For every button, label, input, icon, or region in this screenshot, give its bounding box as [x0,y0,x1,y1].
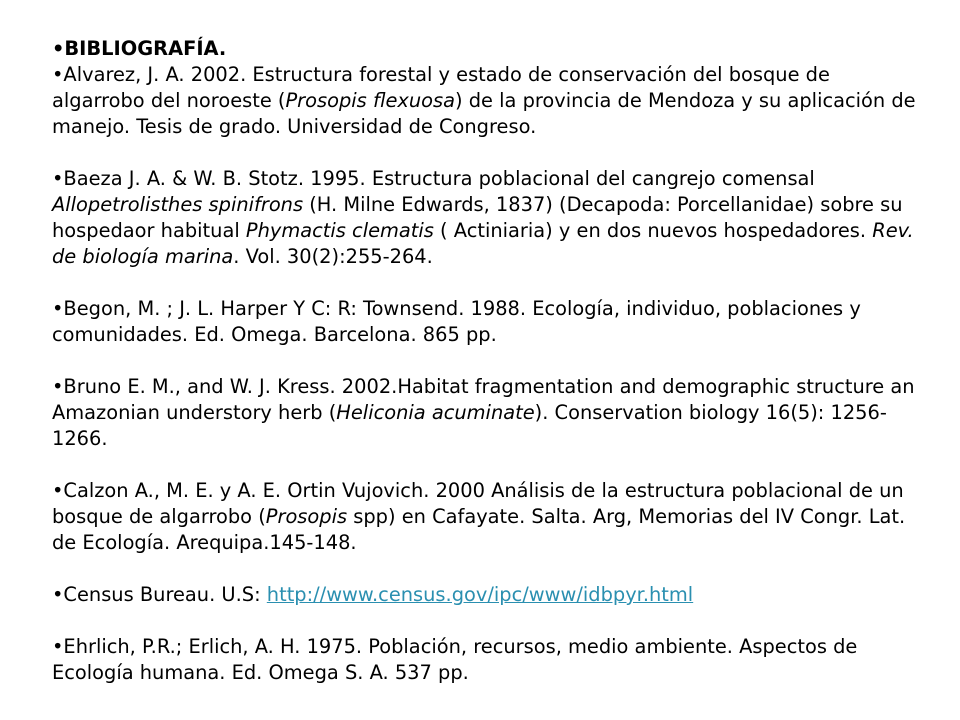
entry-text: •Alvarez, J. A. 2002. Estructura forestal y estado de conservación del bosque de algarrobo del noroeste ( [52,63,830,112]
italic-text: Prosopis [265,505,348,528]
italic-text: Heliconia acuminate [336,401,535,424]
entry-text: •Baeza J. A. & W. B. Stotz. 1995. Estructura poblacional del cangrejo comensal [52,167,815,190]
entry-text: •Bruno E. M., and W. J. Kress. 2002.Habitat fragmentation and demographic structure an Amazonian understory herb ( [52,375,915,424]
entry-text: •Begon, M. ; J. L. Harper Y C: R: Townsend. 1988. Ecología, individuo, poblaciones y comunidades. Ed. Omega. Barcelona. 865 pp. [52,297,861,346]
bibliography-entry [52,374,924,452]
bibliography-entry [52,166,924,270]
bibliography-entry [52,582,924,608]
entry-text: •Census Bureau. U.S: [52,583,267,606]
entry-text: •Ehrlich, P.R.; Erlich, A. H. 1975. Población, recursos, medio ambiente. Aspectos de Ecología humana. Ed. Omega S. A. 537 pp. [52,635,858,684]
entry-text: . Vol. 30(2):255-264. [233,245,433,268]
census-link[interactable]: http://www.census.gov/ipc/www/idbpyr.html [266,583,694,606]
entry-text: spp) en Cafayate. Salta. Arg, Memorias del IV Congr. Lat. de Ecología. Arequipa.145-148. [52,505,906,554]
entry-text: (H. Milne Edwards, 1837) (Decapoda: Porcellanidae) sobre su hospedaor habitual [52,193,903,242]
bibliography-list [52,62,924,686]
entry-text: ). Conservation biology 16(5): 1256-1266. [52,401,887,450]
italic-text: Rev. de biología marina [52,219,914,268]
entry-text: ( Actiniaria) y en dos nuevos hospedadores. [433,219,873,242]
entry-text: •Calzon A., M. E. y A. E. Ortin Vujovich. 2000 Análisis de la estructura poblacional de un bosque de algarrobo ( [52,479,904,528]
entry-text: ) de la provincia de Mendoza y su aplicación de manejo. Tesis de grado. Universidad de Congreso. [52,89,916,138]
bibliography-entry [52,296,924,348]
italic-text: Allopetrolisthes spinifrons [52,193,304,216]
italic-text: Prosopis flexuosa [285,89,456,112]
bibliography-entry [52,62,924,140]
bibliography-entry [52,634,924,686]
bibliography-heading: •BIBLIOGRAFÍA. [52,37,227,60]
bibliography-entry [52,478,924,556]
bibliography-slide [52,36,924,686]
italic-text: Phymactis clematis [245,219,434,242]
